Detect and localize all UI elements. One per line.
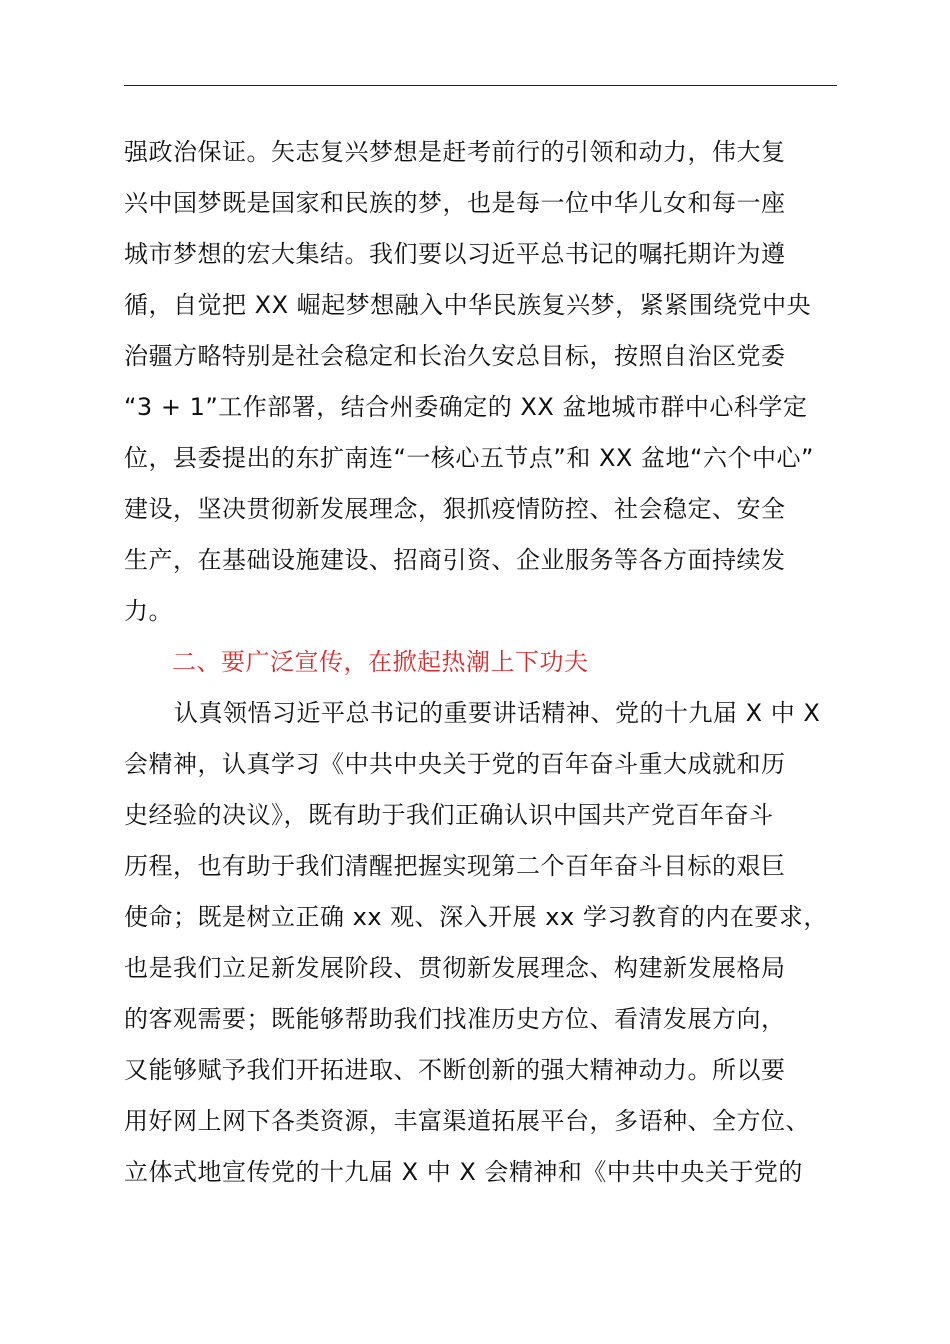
paragraph-line: 历程，也有助于我们清醒把握实现第二个百年奋斗目标的艰巨 xyxy=(124,852,786,880)
paragraph-line: 立体式地宣传党的十九届 X 中 X 会精神和《中共中央关于党的 xyxy=(124,1158,803,1186)
paragraph-line: 使命；既是树立正确 xx 观、深入开展 xx 学习教育的内在要求， xyxy=(124,903,828,931)
paragraph-line: 建设，坚决贯彻新发展理念，狠抓疫情防控、社会稳定、安全 xyxy=(124,495,786,523)
paragraph-line: 会精神，认真学习《中共中央关于党的百年奋斗重大成就和历 xyxy=(124,750,786,778)
paragraph-line: 又能够赋予我们开拓进取、不断创新的强大精神动力。所以要 xyxy=(124,1056,786,1084)
paragraph-line: 史经验的决议》，既有助于我们正确认识中国共产党百年奋斗 xyxy=(124,801,774,829)
paragraph-line: 力。 xyxy=(124,597,173,625)
paragraph-line: 循，自觉把 XX 崛起梦想融入中华民族复兴梦，紧紧围绕党中央 xyxy=(124,291,812,319)
paragraph-1 xyxy=(124,127,844,637)
paragraph-line: 用好网上网下各类资源，丰富渠道拓展平台，多语种、全方位、 xyxy=(124,1107,810,1135)
paragraph-line: 生产，在基础设施建设、招商引资、企业服务等各方面持续发 xyxy=(124,546,786,574)
paragraph-line: 的客观需要；既能够帮助我们找准历史方位、看清发展方向， xyxy=(124,1005,786,1033)
document-body xyxy=(124,127,844,1198)
paragraph-line: 兴中国梦既是国家和民族的梦，也是每一位中华儿女和每一座 xyxy=(124,189,786,217)
section-heading: 二、要广泛宣传，在掀起热潮上下功夫 xyxy=(172,648,589,676)
paragraph-line: 也是我们立足新发展阶段、贯彻新发展理念、构建新发展格局 xyxy=(124,954,786,982)
paragraph-line: “3 + 1”工作部署，结合州委确定的 XX 盆地城市群中心科学定 xyxy=(124,393,808,421)
paragraph-2 xyxy=(124,688,844,1198)
paragraph-line: 位，县委提出的东扩南连“一核心五节点”和 XX 盆地“六个中心” xyxy=(124,444,814,472)
paragraph-line: 城市梦想的宏大集结。我们要以习近平总书记的嘱托期许为遵 xyxy=(124,240,786,268)
paragraph-line: 强政治保证。矢志复兴梦想是赶考前行的引领和动力，伟大复 xyxy=(124,138,786,166)
paragraph-line: 治疆方略特别是社会稳定和长治久安总目标，按照自治区党委 xyxy=(124,342,786,370)
paragraph-line: 认真领悟习近平总书记的重要讲话精神、党的十九届 X 中 X xyxy=(174,699,821,727)
header-rule xyxy=(124,85,837,86)
